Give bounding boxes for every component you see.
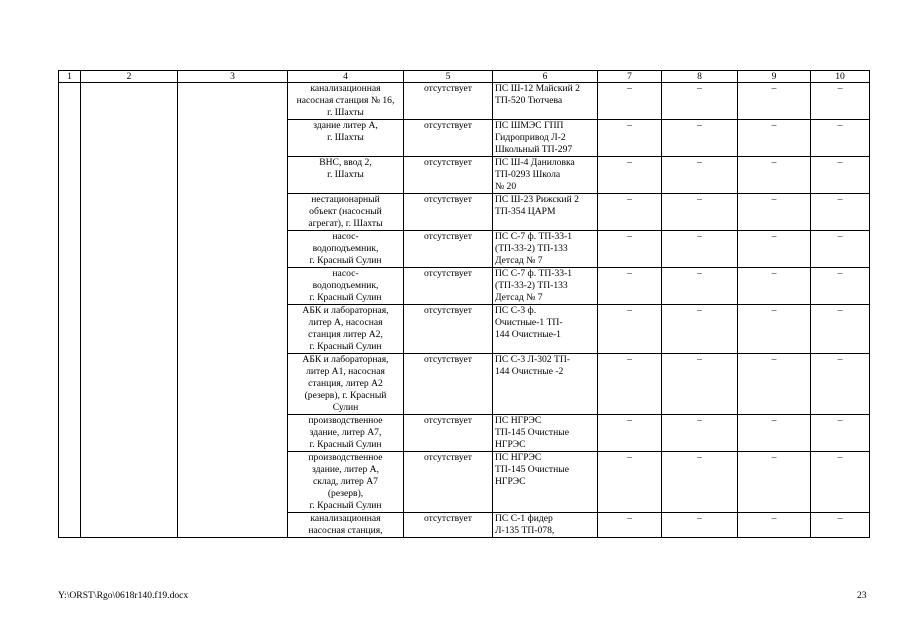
dash-cell: – <box>598 120 662 157</box>
status-cell: отсутствует <box>404 305 493 354</box>
substation-cell: ПС С-7 ф. ТП-33-1 (ТП-33-2) ТП-133 Детсад № 7 <box>493 231 598 268</box>
dash-cell: – <box>662 268 738 305</box>
object-name-cell: производственное здание, литер А7, г. Красный Сулин <box>288 415 404 452</box>
dash-cell: – <box>811 268 870 305</box>
dash-cell: – <box>811 157 870 194</box>
dash-cell: – <box>662 157 738 194</box>
column-header: 4 <box>288 71 404 83</box>
dash-cell: – <box>811 354 870 415</box>
dash-cell: – <box>598 231 662 268</box>
object-name-cell: насос- водоподъемник, г. Красный Сулин <box>288 231 404 268</box>
dash-cell: – <box>662 231 738 268</box>
substation-cell: ПС Ш-4 Даниловка ТП-0293 Школа № 20 <box>493 157 598 194</box>
object-name-cell: АБК и лабораторная, литер А1, насосная станция, литер А2 (резерв), г. Красный Сулин <box>288 354 404 415</box>
dash-cell: – <box>598 194 662 231</box>
column-header: 1 <box>59 71 81 83</box>
status-cell: отсутствует <box>404 83 493 120</box>
substation-cell: ПС С-3 ф. Очистные-1 ТП- 144 Очистные-1 <box>493 305 598 354</box>
object-name-cell: нестационарный объект (насосный агрегат), г. Шахты <box>288 194 404 231</box>
dash-cell: – <box>811 513 870 538</box>
footer-file-path: Y:\ORST\Rgo\0618r140.f19.docx <box>58 590 189 601</box>
status-cell: отсутствует <box>404 452 493 513</box>
dash-cell: – <box>598 452 662 513</box>
object-name-cell: здание литер А, г. Шахты <box>288 120 404 157</box>
status-cell: отсутствует <box>404 415 493 452</box>
dash-cell: – <box>662 305 738 354</box>
dash-cell: – <box>598 513 662 538</box>
column-header: 3 <box>178 71 288 83</box>
dash-cell: – <box>811 452 870 513</box>
merged-cell-col1 <box>59 83 81 538</box>
dash-cell: – <box>738 231 811 268</box>
dash-cell: – <box>662 452 738 513</box>
dash-cell: – <box>598 354 662 415</box>
substation-cell: ПС НГРЭС ТП-145 Очистные НГРЭС <box>493 452 598 513</box>
status-cell: отсутствует <box>404 231 493 268</box>
dash-cell: – <box>738 194 811 231</box>
column-header: 10 <box>811 71 870 83</box>
dash-cell: – <box>738 354 811 415</box>
status-cell: отсутствует <box>404 513 493 538</box>
footer-page-number: 23 <box>857 590 867 601</box>
dash-cell: – <box>662 120 738 157</box>
object-name-cell: канализационная насосная станция № 16, г. Шахты <box>288 83 404 120</box>
dash-cell: – <box>598 415 662 452</box>
object-name-cell: АБК и лабораторная, литер А, насосная станция литер А2, г. Красный Сулин <box>288 305 404 354</box>
dash-cell: – <box>662 513 738 538</box>
dash-cell: – <box>811 305 870 354</box>
substation-cell: ПС С-1 фидер Л-135 ТП-078, <box>493 513 598 538</box>
status-cell: отсутствует <box>404 120 493 157</box>
column-header: 8 <box>662 71 738 83</box>
merged-cell-col3 <box>178 83 288 538</box>
dash-cell: – <box>598 83 662 120</box>
dash-cell: – <box>811 83 870 120</box>
table-row <box>59 83 870 120</box>
document-table <box>58 70 870 538</box>
substation-cell: ПС С-3 Л-302 ТП- 144 Очистные -2 <box>493 354 598 415</box>
dash-cell: – <box>662 83 738 120</box>
dash-cell: – <box>738 452 811 513</box>
dash-cell: – <box>811 194 870 231</box>
dash-cell: – <box>662 415 738 452</box>
column-header: 5 <box>404 71 493 83</box>
status-cell: отсутствует <box>404 194 493 231</box>
table-header-row <box>59 71 870 83</box>
dash-cell: – <box>662 354 738 415</box>
object-name-cell: насос- водоподъемник, г. Красный Сулин <box>288 268 404 305</box>
status-cell: отсутствует <box>404 354 493 415</box>
substation-cell: ПС ШМЭС ГПП Гидропривод Л-2 Школьный ТП-297 <box>493 120 598 157</box>
status-cell: отсутствует <box>404 268 493 305</box>
dash-cell: – <box>811 415 870 452</box>
dash-cell: – <box>738 415 811 452</box>
dash-cell: – <box>738 157 811 194</box>
substation-cell: ПС С-7 ф. ТП-33-1 (ТП-33-2) ТП-133 Детсад № 7 <box>493 268 598 305</box>
merged-cell-col2 <box>81 83 178 538</box>
dash-cell: – <box>738 268 811 305</box>
table-body <box>59 83 870 538</box>
column-header: 7 <box>598 71 662 83</box>
dash-cell: – <box>738 83 811 120</box>
dash-cell: – <box>662 194 738 231</box>
column-header: 9 <box>738 71 811 83</box>
dash-cell: – <box>598 305 662 354</box>
dash-cell: – <box>738 305 811 354</box>
dash-cell: – <box>738 513 811 538</box>
substation-cell: ПС Ш-12 Майский 2 ТП-520 Тютчева <box>493 83 598 120</box>
dash-cell: – <box>598 157 662 194</box>
dash-cell: – <box>598 268 662 305</box>
object-name-cell: ВНС, ввод 2, г. Шахты <box>288 157 404 194</box>
dash-cell: – <box>811 231 870 268</box>
object-name-cell: производственное здание, литер А, склад, литер А7 (резерв), г. Красный Сулин <box>288 452 404 513</box>
dash-cell: – <box>738 120 811 157</box>
substation-cell: ПС НГРЭС ТП-145 Очистные НГРЭС <box>493 415 598 452</box>
column-header: 2 <box>81 71 178 83</box>
object-name-cell: канализационная насосная станция, <box>288 513 404 538</box>
column-header: 6 <box>493 71 598 83</box>
substation-cell: ПС Ш-23 Рижский 2 ТП-354 ЦАРМ <box>493 194 598 231</box>
dash-cell: – <box>811 120 870 157</box>
status-cell: отсутствует <box>404 157 493 194</box>
